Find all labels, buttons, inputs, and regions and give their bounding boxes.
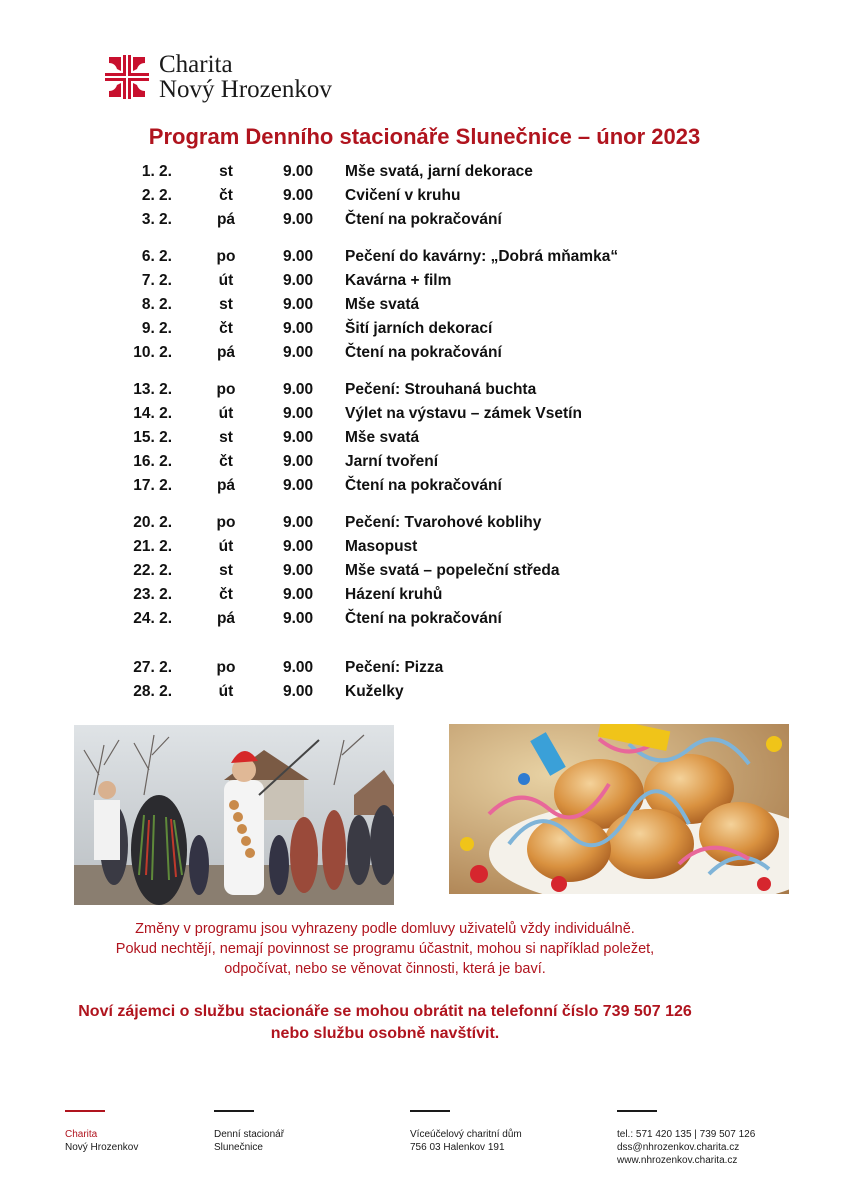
schedule-activity: Pečení: Strouhaná buchta bbox=[345, 381, 537, 398]
page-title: Program Denního stacionáře Slunečnice – únor 2023 bbox=[148, 124, 701, 149]
notice-line3: odpočívat, nebo se věnovat činnosti, která je baví. bbox=[224, 961, 546, 977]
schedule-activity: Masopust bbox=[345, 538, 418, 555]
footer-address-building: Víceúčelový charitní dům bbox=[410, 1129, 522, 1140]
schedule-time: 9.00 bbox=[283, 538, 314, 555]
schedule-date: 27. 2. bbox=[133, 659, 172, 676]
schedule-date: 20. 2. bbox=[133, 514, 172, 531]
schedule-row bbox=[0, 246, 849, 268]
schedule-time: 9.00 bbox=[283, 320, 314, 337]
schedule-row bbox=[0, 379, 849, 401]
schedule-activity: Jarní tvoření bbox=[345, 453, 439, 470]
schedule-time: 9.00 bbox=[283, 344, 314, 361]
footer-contact bbox=[617, 1110, 755, 1167]
schedule-date: 21. 2. bbox=[133, 538, 172, 555]
schedule-day: po bbox=[216, 381, 236, 398]
schedule-time: 9.00 bbox=[283, 453, 314, 470]
schedule-time: 9.00 bbox=[283, 683, 314, 700]
schedule-row bbox=[0, 161, 849, 183]
schedule-day: út bbox=[218, 683, 234, 700]
schedule-time: 9.00 bbox=[283, 211, 314, 228]
schedule-row bbox=[0, 185, 849, 207]
schedule-day: st bbox=[219, 429, 233, 446]
schedule-time: 9.00 bbox=[283, 248, 314, 265]
schedule-activity: Pečení: Pizza bbox=[345, 659, 444, 676]
schedule-day: st bbox=[219, 163, 233, 180]
schedule-time: 9.00 bbox=[283, 659, 314, 676]
schedule-day: pá bbox=[216, 610, 236, 627]
footer-divider bbox=[410, 1110, 450, 1112]
schedule-activity: Kuželky bbox=[345, 683, 404, 700]
charita-logo bbox=[103, 52, 332, 102]
schedule-date: 7. 2. bbox=[141, 272, 172, 289]
notice-line1: Změny v programu jsou vyhrazeny podle domluvy uživatelů vždy individuálně. bbox=[135, 921, 635, 937]
schedule-row bbox=[0, 294, 849, 316]
schedule-activity: Šití jarních dekorací bbox=[345, 320, 493, 337]
contact-line1: Noví zájemci o službu stacionáře se mohou obrátit na telefonní číslo 739 507 126 bbox=[78, 1003, 692, 1020]
schedule-row bbox=[0, 209, 849, 231]
schedule-activity: Házení kruhů bbox=[345, 586, 443, 603]
contact-line2: nebo službu osobně navštívit. bbox=[270, 1025, 500, 1042]
notice-line2: Pokud nechtějí, nemají povinnost se programu účastnit, mohou si například poležet, bbox=[115, 941, 655, 957]
schedule-time: 9.00 bbox=[283, 272, 314, 289]
program-notice bbox=[0, 919, 770, 979]
schedule-date: 9. 2. bbox=[141, 320, 172, 337]
schedule-day: čt bbox=[219, 453, 233, 470]
schedule-date: 13. 2. bbox=[133, 381, 172, 398]
schedule-day: po bbox=[216, 514, 236, 531]
schedule-day: út bbox=[218, 405, 234, 422]
footer-service-subname: Slunečnice bbox=[214, 1142, 263, 1153]
schedule-day: st bbox=[219, 562, 233, 579]
schedule-day: čt bbox=[219, 187, 233, 204]
schedule-time: 9.00 bbox=[283, 163, 314, 180]
schedule-row bbox=[0, 560, 849, 582]
footer-divider bbox=[65, 1110, 105, 1112]
schedule-day: út bbox=[218, 272, 234, 289]
schedule-time: 9.00 bbox=[283, 477, 314, 494]
schedule-activity: Mše svatá bbox=[345, 429, 420, 446]
logo-line2: Nový Hrozenkov bbox=[159, 76, 332, 103]
schedule-date: 14. 2. bbox=[133, 405, 172, 422]
schedule-date: 22. 2. bbox=[133, 562, 172, 579]
schedule-date: 1. 2. bbox=[141, 163, 172, 180]
schedule-activity: Kavárna + film bbox=[345, 272, 452, 289]
schedule-activity: Čtení na pokračování bbox=[345, 610, 502, 627]
schedule-date: 17. 2. bbox=[133, 477, 172, 494]
schedule-date: 3. 2. bbox=[141, 211, 172, 228]
footer-service-name: Denní stacionář bbox=[214, 1129, 285, 1140]
schedule-day: út bbox=[218, 538, 234, 555]
schedule-row bbox=[0, 536, 849, 558]
schedule-day: pá bbox=[216, 344, 236, 361]
footer-website[interactable]: www.nhrozenkov.charita.cz bbox=[617, 1155, 738, 1166]
schedule-day: pá bbox=[216, 477, 236, 494]
footer-organization bbox=[65, 1110, 138, 1154]
footer-address bbox=[410, 1110, 522, 1154]
schedule-date: 6. 2. bbox=[141, 248, 172, 265]
schedule-date: 8. 2. bbox=[141, 296, 172, 313]
schedule-date: 28. 2. bbox=[133, 683, 172, 700]
footer-phone: tel.: 571 420 135 | 739 507 126 bbox=[617, 1129, 756, 1140]
footer-address-street: 756 03 Halenkov 191 bbox=[410, 1142, 505, 1153]
charita-cross-icon bbox=[103, 53, 151, 101]
schedule-time: 9.00 bbox=[283, 610, 314, 627]
schedule-time: 9.00 bbox=[283, 381, 314, 398]
schedule-activity: Výlet na výstavu – zámek Vsetín bbox=[345, 405, 582, 422]
schedule-activity: Čtení na pokračování bbox=[345, 211, 502, 228]
schedule-day: čt bbox=[219, 586, 233, 603]
schedule-time: 9.00 bbox=[283, 562, 314, 579]
schedule-day: pá bbox=[216, 211, 236, 228]
schedule-activity: Cvičení v kruhu bbox=[345, 187, 461, 204]
schedule-activity: Čtení na pokračování bbox=[345, 477, 502, 494]
footer-divider bbox=[617, 1110, 657, 1112]
schedule-date: 15. 2. bbox=[133, 429, 172, 446]
schedule-day: st bbox=[219, 296, 233, 313]
schedule-time: 9.00 bbox=[283, 187, 314, 204]
schedule-activity: Pečení do kavárny: „Dobrá mňamka“ bbox=[345, 248, 619, 265]
schedule-date: 2. 2. bbox=[141, 187, 172, 204]
donuts-photo bbox=[449, 724, 789, 894]
schedule-time: 9.00 bbox=[283, 514, 314, 531]
footer-email[interactable]: dss@nhrozenkov.charita.cz bbox=[617, 1142, 740, 1153]
schedule-row bbox=[0, 403, 849, 425]
schedule-row bbox=[0, 451, 849, 473]
schedule-activity: Mše svatá – popeleční středa bbox=[345, 562, 560, 579]
schedule-date: 16. 2. bbox=[133, 453, 172, 470]
schedule-row bbox=[0, 475, 849, 497]
footer-org-name: Charita bbox=[65, 1129, 98, 1140]
schedule-date: 10. 2. bbox=[133, 344, 172, 361]
schedule-time: 9.00 bbox=[283, 405, 314, 422]
schedule-date: 24. 2. bbox=[133, 610, 172, 627]
schedule-time: 9.00 bbox=[283, 296, 314, 313]
masopust-photo bbox=[74, 725, 394, 905]
schedule-activity: Čtení na pokračování bbox=[345, 344, 502, 361]
schedule-row bbox=[0, 512, 849, 534]
schedule-date: 23. 2. bbox=[133, 586, 172, 603]
schedule-activity: Pečení: Tvarohové koblihy bbox=[345, 514, 542, 531]
footer-divider bbox=[214, 1110, 254, 1112]
schedule-row bbox=[0, 608, 849, 630]
logo-line1: Charita bbox=[159, 51, 233, 78]
schedule-day: po bbox=[216, 659, 236, 676]
schedule-day: po bbox=[216, 248, 236, 265]
schedule-row bbox=[0, 657, 849, 679]
schedule-activity: Mše svatá, jarní dekorace bbox=[345, 163, 533, 180]
contact-message bbox=[0, 1001, 770, 1045]
footer-service bbox=[214, 1110, 284, 1154]
schedule-row bbox=[0, 427, 849, 449]
schedule-day: čt bbox=[219, 320, 233, 337]
schedule-time: 9.00 bbox=[283, 429, 314, 446]
schedule-row bbox=[0, 681, 849, 703]
schedule-row bbox=[0, 342, 849, 364]
schedule-row bbox=[0, 270, 849, 292]
footer-org-location: Nový Hrozenkov bbox=[65, 1142, 139, 1153]
schedule-activity: Mše svatá bbox=[345, 296, 420, 313]
schedule-row bbox=[0, 584, 849, 606]
schedule-row bbox=[0, 318, 849, 340]
schedule-time: 9.00 bbox=[283, 586, 314, 603]
